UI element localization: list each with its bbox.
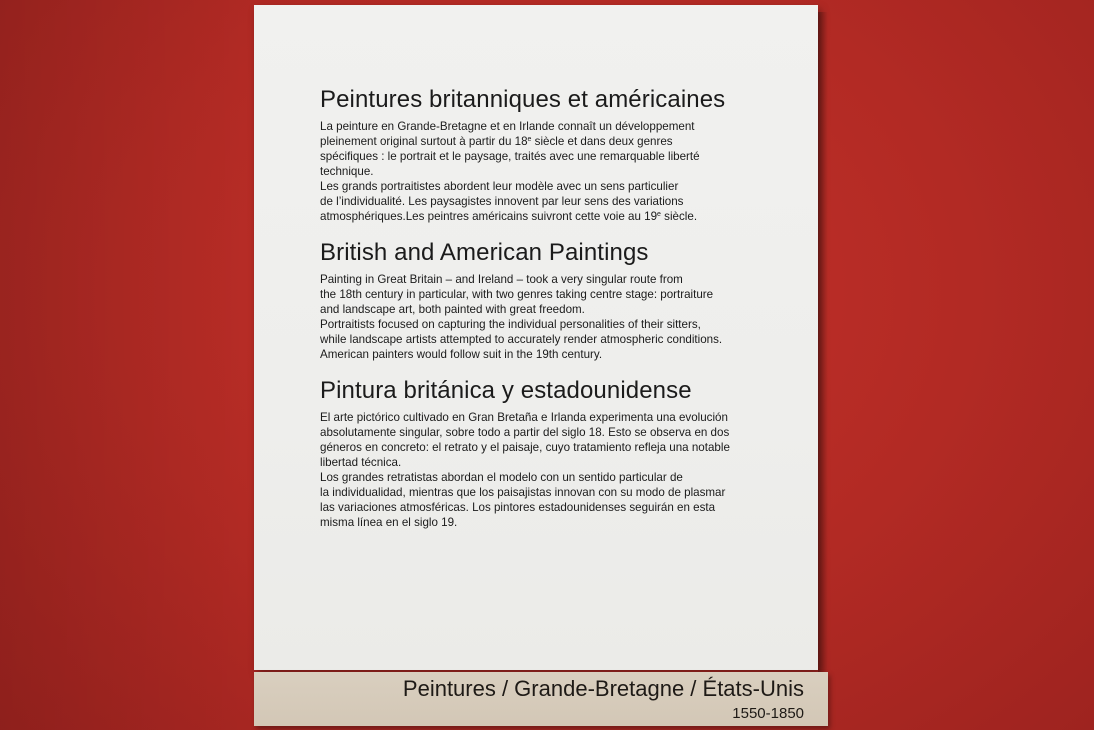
section-line: spécifiques : le portrait et le paysage, traités avec une remarquable liberté (320, 150, 700, 163)
section-line: El arte pictórico cultivado en Gran Bretaña e Irlanda experimenta una evolución (320, 411, 728, 424)
gallery-label (254, 672, 828, 726)
section-title: British and American Paintings (320, 239, 649, 266)
section-line: the 18th century in particular, with two genres taking centre stage: portraiture (320, 288, 714, 301)
section-line: Los grandes retratistas abordan el modelo con un sentido particular de (320, 471, 683, 484)
gallery-label-dates: 1550-1850 (732, 705, 804, 722)
section-line: libertad técnica. (320, 456, 402, 469)
gallery-label-title: Peintures / Grande-Bretagne / États-Unis (402, 676, 804, 701)
section-line: Les grands portraitistes abordent leur modèle avec un sens particulier (320, 180, 679, 193)
section-line: géneros en concreto: el retrato y el paisaje, cuyo tratamiento refleja una notable (320, 441, 730, 454)
section-line: technique. (320, 165, 374, 178)
section-title: Pintura británica y estadounidense (320, 377, 692, 404)
section-line: misma línea en el siglo 19. (320, 516, 458, 529)
section-line: Painting in Great Britain – and Ireland – took a very singular route from (320, 273, 683, 286)
section-line: absolutamente singular, sobre todo a partir del siglo 18. Esto se observa en dos (320, 426, 730, 439)
section-line: la individualidad, mientras que los paisajistas innovan con su modo de plasmar (320, 486, 726, 499)
section-line: while landscape artists attempted to accurately render atmospheric conditions. (320, 333, 723, 346)
section-english (320, 239, 800, 362)
section-spanish (320, 377, 800, 530)
section-line: pleinement original surtout à partir du 18e siècle et dans deux genres (320, 135, 673, 148)
section-line: las variaciones atmosféricas. Los pintores estadounidenses seguirán en esta (320, 501, 716, 514)
panel-shadow (818, 12, 828, 672)
section-line: and landscape art, both painted with great freedom. (320, 303, 585, 316)
section-line: atmosphériques.Les peintres américains suivront cette voie au 19e siècle. (320, 210, 698, 223)
section-line: La peinture en Grande-Bretagne et en Irlande connaît un développement (320, 120, 695, 133)
section-title: Peintures britanniques et américaines (320, 86, 726, 113)
panel-text (320, 86, 800, 530)
section-line: American painters would follow suit in the 19th century. (320, 348, 603, 361)
section-french (320, 86, 800, 224)
section-line: de l’individualité. Les paysagistes innovent par leur sens des variations (320, 195, 684, 208)
wall-background (0, 0, 260, 730)
section-line: Portraitists focused on capturing the individual personalities of their sitters, (320, 318, 701, 331)
